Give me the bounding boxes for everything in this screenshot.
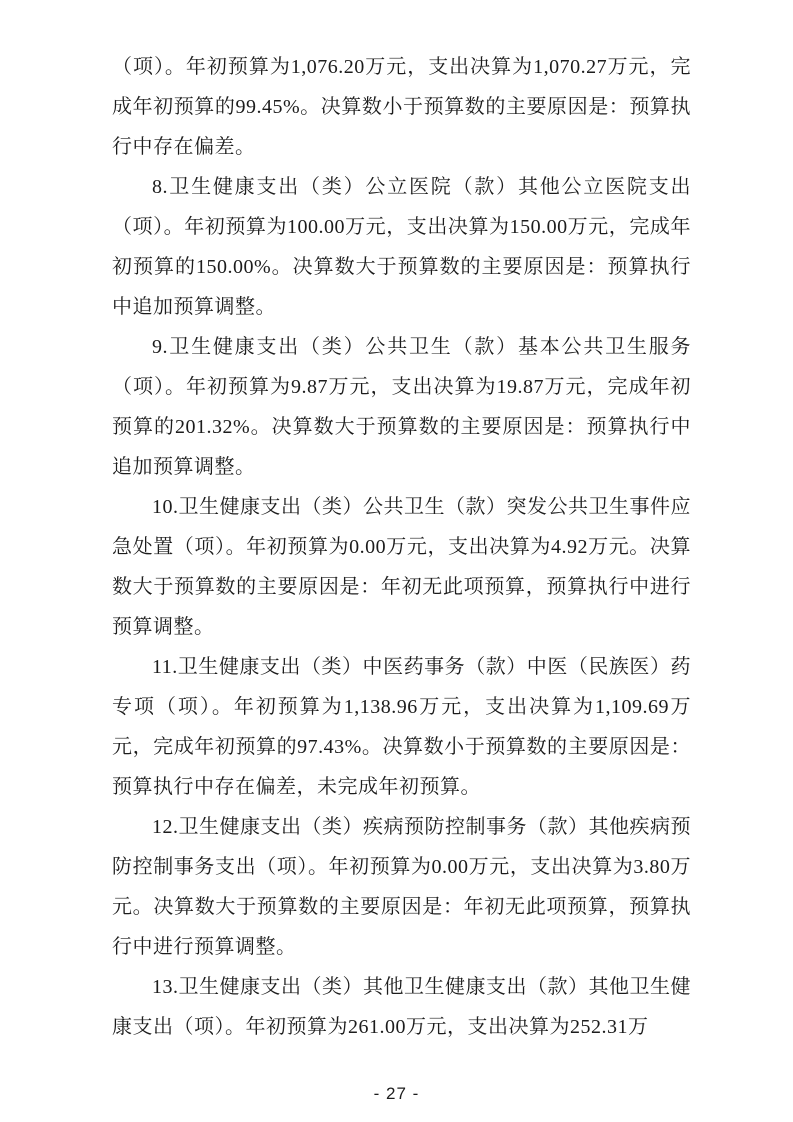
paragraph-item-9: 9.卫生健康支出（类）公共卫生（款）基本公共卫生服务（项）。年初预算为9.87万元，支出决算为19.87万元，完成年初预算的201.32%。决算数大于预算数的主要原因是：预算执行中追加预算调整。	[112, 336, 691, 478]
body-text	[112, 47, 691, 1047]
paragraph-continuation-item7: （项）。年初预算为1,076.20万元，支出决算为1,070.27万元，完成年初预算的99.45%。决算数小于预算数的主要原因是：预算执行中存在偏差。	[112, 56, 691, 158]
page-number: - 27 -	[373, 1084, 420, 1103]
paragraph-item-10: 10.卫生健康支出（类）公共卫生（款）突发公共卫生事件应急处置（项）。年初预算为0.00万元，支出决算为4.92万元。决算数大于预算数的主要原因是：年初无此项预算，预算执行中进行预算调整。	[112, 496, 691, 638]
paragraph-item-8: 8.卫生健康支出（类）公立医院（款）其他公立医院支出（项）。年初预算为100.00万元，支出决算为150.00万元，完成年初预算的150.00%。决算数大于预算数的主要原因是：预算执行中追加预算调整。	[112, 176, 691, 318]
paragraph-item-11: 11.卫生健康支出（类）中医药事务（款）中医（民族医）药专项（项）。年初预算为1,138.96万元，支出决算为1,109.69万元，完成年初预算的97.43%。决算数小于预算数的主要原因是：预算执行中存在偏差，未完成年初预算。	[112, 656, 691, 798]
paragraph-item-12: 12.卫生健康支出（类）疾病预防控制事务（款）其他疾病预防控制事务支出（项）。年初预算为0.00万元，支出决算为3.80万元。决算数大于预算数的主要原因是：年初无此项预算，预算执行中进行预算调整。	[112, 816, 691, 958]
paragraph-item-13: 13.卫生健康支出（类）其他卫生健康支出（款）其他卫生健康支出（项）。年初预算为261.00万元，支出决算为252.31万	[112, 976, 691, 1038]
